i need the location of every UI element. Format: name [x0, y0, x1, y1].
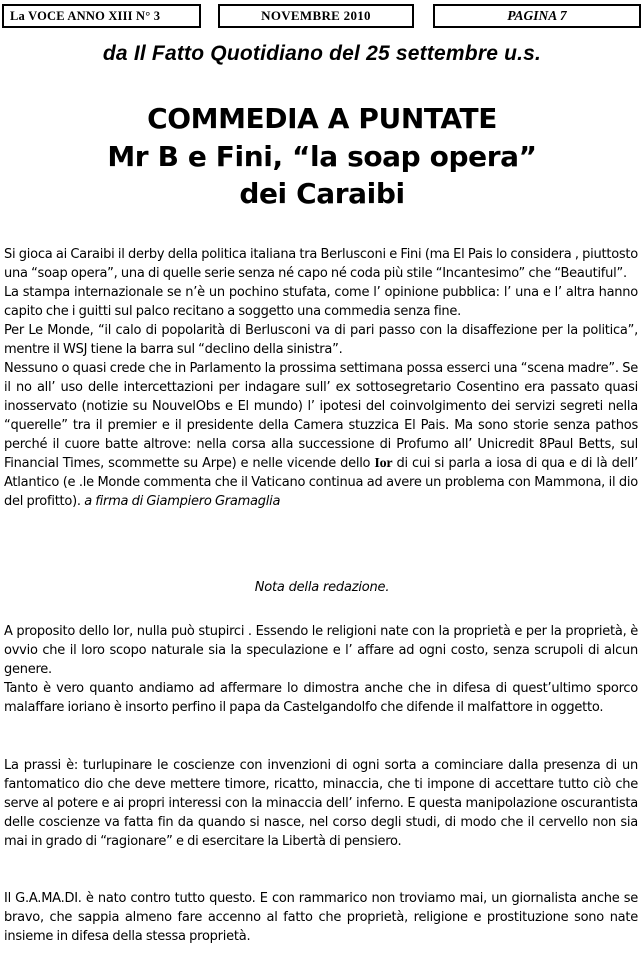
editorial-note-heading: Nota della redazione. — [254, 580, 390, 595]
note-paragraph-2: Tanto è vero quanto andiamo ad affermare lo dimostra anche che in difesa di quest’ultimo sporco malaffare ioriano è insorto perfino il papa da Castelgandolfo che difende il malfattore in oggetto. — [4, 681, 638, 715]
editorial-note-body-3 — [4, 889, 638, 946]
article-paragraph-1: Si gioca ai Caraibi il derby della politica italiana tra Berlusconi e Fini (ma El Pais lo considera , piuttosto una “soap opera”, una di quelle serie senza né capo né coda più stile “Incantesimo” che “Beautiful”. — [4, 247, 638, 281]
editorial-note-body-1 — [4, 622, 638, 717]
note-paragraph-1: A proposito dello Ior, nulla può stupirci . Essendo le religioni nate con la proprietà e per la proprietà, è ovvio che il loro scopo naturale sia la speculazione e l’ affare ad ogni costo, senza scrupoli di alcun genere. — [4, 624, 638, 677]
headline-line-2: Mr B e Fini, “la soap opera” — [107, 140, 537, 173]
header-page-number: PAGINA 7 — [433, 4, 641, 28]
headline-line-1: COMMEDIA A PUNTATE — [147, 102, 497, 135]
note-paragraph-4: Il G.A.MA.DI. è nato contro tutto questo. E con rammarico non troviamo mai, un giornalista anche se bravo, che sappia almeno fare accenno al fatto che proprietà, religione e prostituzione sono nate insieme in difesa della stessa proprietà. — [4, 891, 638, 944]
article-paragraph-3: Per Le Monde, “il calo di popolarità di Berlusconi va di pari passo con la disaffezione per la politica”, mentre il WSJ tiene la barra sul “declino della sinistra”. — [4, 323, 638, 357]
article-body — [4, 245, 638, 511]
article-paragraph-4 — [4, 359, 638, 511]
article-signature: a firma di Giampiero Gramaglia — [84, 494, 281, 509]
article-paragraph-2: La stampa internazionale se n’è un pochino stufata, come l’ opinione pubblica: l’ una e l’ altra hanno capito che i guitti sul palco recitano a soggetto una commedia senza fine. — [4, 285, 638, 319]
header-publication: La VOCE ANNO XIII N° 3 — [2, 4, 201, 28]
note-paragraph-3: La prassi è: turlupinare le coscienze con invenzioni di ogni sorta a cominciare dalla presenza di un fantomatico dio che deve mettere timore, ricatto, minaccia, che ti impone di accettare tutto ciò che serve al potere e ai propri interessi con la minaccia dell’ inferno. E questa manipolazione oscurantista delle coscienze va fatta fin da quando si nasce, nel corso degli studi, di modo che il cervello non sia mai in grado di “ragionare” e di esercitare la Libertà di pensiero. — [4, 758, 638, 849]
article-paragraph-4-part-2: di cui si parla a iosa di qua e di là dell’ Atlantico (e .le Monde commenta che il Vaticano continua ad avere un problema con Mammona, il dio del profitto). — [4, 456, 638, 509]
headline-line-3: dei Caraibi — [239, 177, 405, 210]
ior-term: Ior — [374, 456, 393, 471]
editorial-note-body-2 — [4, 756, 638, 851]
source-subtitle: da Il Fatto Quotidiano del 25 settembre u.s. — [102, 42, 542, 65]
article-paragraph-4-part-1: Nessuno o quasi crede che in Parlamento la prossima settimana possa esserci una “scena madre”. Se il no all’ uso delle intercettazioni per indagare sull’ ex sottosegretario Cosentino era passato quasi inosservato (notizie su NouvelObs e El mundo) l’ ipotesi del coinvolgimento dei servizi segreti nella “querelle” tra il premier e il presidente della Camera stuzzica El Pais. Ma sono storie senza pathos perché il cuore batte altrove: nella corsa alla successione di Profumo all’ Unicredit 8Paul Betts, sul Financial Times, scommette su Arpe) e nelle vicende dello — [4, 361, 638, 471]
header-date: NOVEMBRE 2010 — [218, 4, 414, 28]
